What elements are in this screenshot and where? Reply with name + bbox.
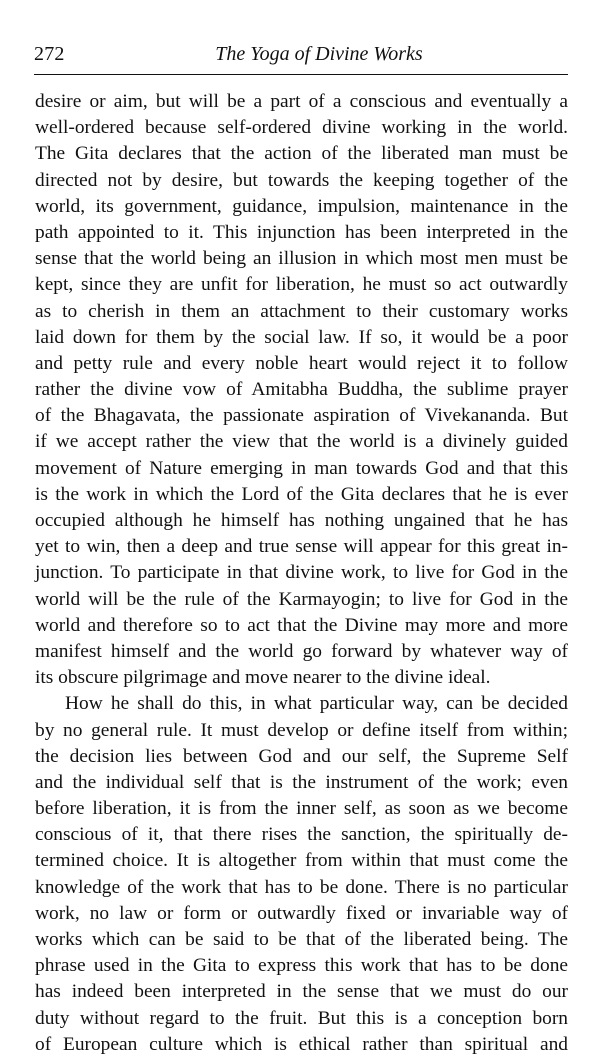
text-line: its obscure pilgrimage and move nearer to the divine ideal.	[35, 667, 491, 689]
text-line: the decision lies between God and our self, the Supreme Self	[35, 745, 568, 767]
text-line: The Gita declares that the action of the liberated man must be	[35, 143, 568, 165]
text-line: well-ordered because self-ordered divine working in the world.	[35, 117, 568, 139]
text-line: manifest himself and the world go forward by whatever way of	[35, 640, 568, 662]
text-line: works which can be said to be that of the liberated being. The	[35, 929, 568, 950]
header-rule	[34, 74, 568, 75]
body-text	[35, 89, 568, 1058]
text-line: rather the divine vow of Amitabha Buddha, the sublime prayer	[35, 379, 568, 401]
text-line: termined choice. It is altogether from within that must come the	[35, 850, 568, 872]
text-line: desire or aim, but will be a part of a conscious and eventually a	[35, 91, 568, 112]
text-line: phrase used in the Gita to express this work that has to be done	[35, 955, 568, 977]
text-line: of European culture which is ethical rather than spiritual and	[35, 1033, 568, 1055]
text-line: occupied although he himself has nothing ungained that he has	[35, 510, 568, 531]
text-line: if we accept rather the view that the world is a divinely guided	[35, 431, 568, 453]
text-line: as to cherish in them an attachment to their customary works	[35, 300, 568, 322]
text-line: duty without regard to the fruit. But this is a conception born	[35, 1007, 568, 1029]
text-line: and the individual self that is the instrument of the work; even	[35, 771, 568, 793]
text-line: work, no law or form or outwardly fixed or invariable way of	[35, 902, 568, 924]
text-line: directed not by desire, but towards the keeping together of the	[35, 169, 568, 191]
page-header	[34, 40, 568, 72]
page-number: 272	[34, 43, 65, 65]
text-line: movement of Nature emerging in man towards God and that this	[35, 457, 568, 479]
text-line: sense that the world being an illusion in which most men must be	[35, 248, 568, 270]
paragraph-1	[35, 89, 568, 691]
text-line: junction. To participate in that divine work, to live for God in the	[35, 562, 568, 584]
text-line: and petty rule and every noble heart would reject it to follow	[35, 352, 568, 374]
paragraph-2	[35, 691, 568, 1058]
text-line: world will be the rule of the Karmayogin; to live for God in the	[35, 588, 568, 610]
text-line: is the work in which the Lord of the Gita declares that he is ever	[35, 483, 568, 505]
text-line: laid down for them by the social law. If so, it would be a poor	[35, 326, 568, 348]
text-line: has indeed been interpreted in the sense that we must do our	[35, 981, 568, 1003]
text-line: world, its government, guidance, impulsion, maintenance in the	[35, 195, 568, 217]
text-line: yet to win, then a deep and true sense will appear for this great in-	[35, 536, 568, 558]
text-line: kept, since they are unfit for liberation, he must so act outwardly	[35, 274, 568, 296]
text-line: before liberation, it is from the inner self, as soon as we become	[35, 798, 568, 820]
text-line: How he shall do this, in what particular way, can be decided	[65, 693, 568, 715]
text-line: of the Bhagavata, the passionate aspiration of Vivekananda. But	[35, 405, 568, 427]
text-line: by no general rule. It must develop or define itself from within;	[35, 719, 568, 741]
text-line: path appointed to it. This injunction has been interpreted in the	[35, 221, 568, 243]
text-line: conscious of it, that there rises the sanction, the spiritually de-	[35, 824, 568, 846]
running-title: The Yoga of Divine Works	[215, 43, 423, 65]
text-line: knowledge of the work that has to be done. There is no particular	[35, 876, 568, 898]
text-line: world and therefore so to act that the Divine may more and more	[35, 614, 568, 636]
